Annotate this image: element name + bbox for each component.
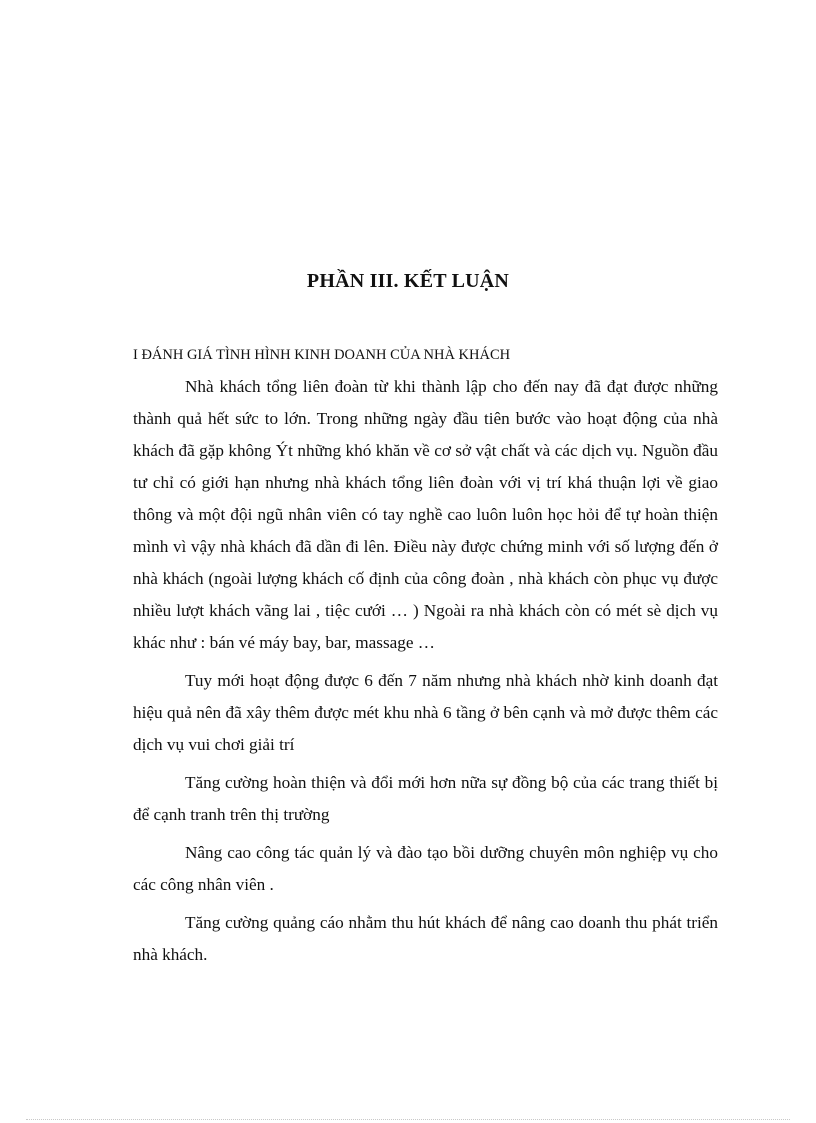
paragraph-5: Tăng cường quảng cáo nhằm thu hút khách để nâng cao doanh thu phát triển nhà khách. (133, 913, 718, 964)
paragraph-1: Nhà khách tổng liên đoàn từ khi thành lập cho đến nay đã đạt được những thành quả hết sức to lớn. Trong những ngày đầu tiên bước vào hoạt động của nhà khách đã gặp không Ýt những khó khăn về cơ sở vật chất và các dịch vụ. Nguồn đầu tư chỉ có giới hạn nhưng nhà khách tổng liên đoàn với vị trí khá thuận lợi về giao thông và một đội ngũ nhân viên có tay nghề cao luôn luôn học hỏi để tự hoàn thiện mình vì vậy nhà khách đã dần đi lên. Điều này được chứng minh với số lượng đến ở nhà khách (ngoài lượng khách cố định của công đoàn , nhà khách còn phục vụ được nhiều lượt khách vãng lai , tiệc cưới … ) Ngoài ra nhà khách còn có mét sè dịch vụ khác như : bán vé máy bay, bar, massage … (133, 377, 718, 652)
paragraph-2: Tuy mới hoạt động được 6 đến 7 năm nhưng nhà khách nhờ kinh doanh đạt hiệu quả nên đã xây thêm được mét khu nhà 6 tầng ở bên cạnh và mở được thêm các dịch vụ vui chơi giải trí (133, 671, 718, 754)
paragraph-4: Nâng cao công tác quản lý và đào tạo bồi dưỡng chuyên môn nghiệp vụ cho các công nhân viên . (133, 843, 718, 894)
document-body (133, 344, 718, 971)
paragraph-3: Tăng cường hoàn thiện và đổi mới hơn nữa sự đồng bộ của các trang thiết bị để cạnh tranh trên thị trường (133, 773, 718, 824)
section-heading: I ĐÁNH GIÁ TÌNH HÌNH KINH DOANH CỦA NHÀ KHÁCH (133, 347, 511, 363)
page-title: PHẦN III. KẾT LUẬN (306, 270, 510, 292)
page-bottom-divider (26, 1119, 790, 1120)
